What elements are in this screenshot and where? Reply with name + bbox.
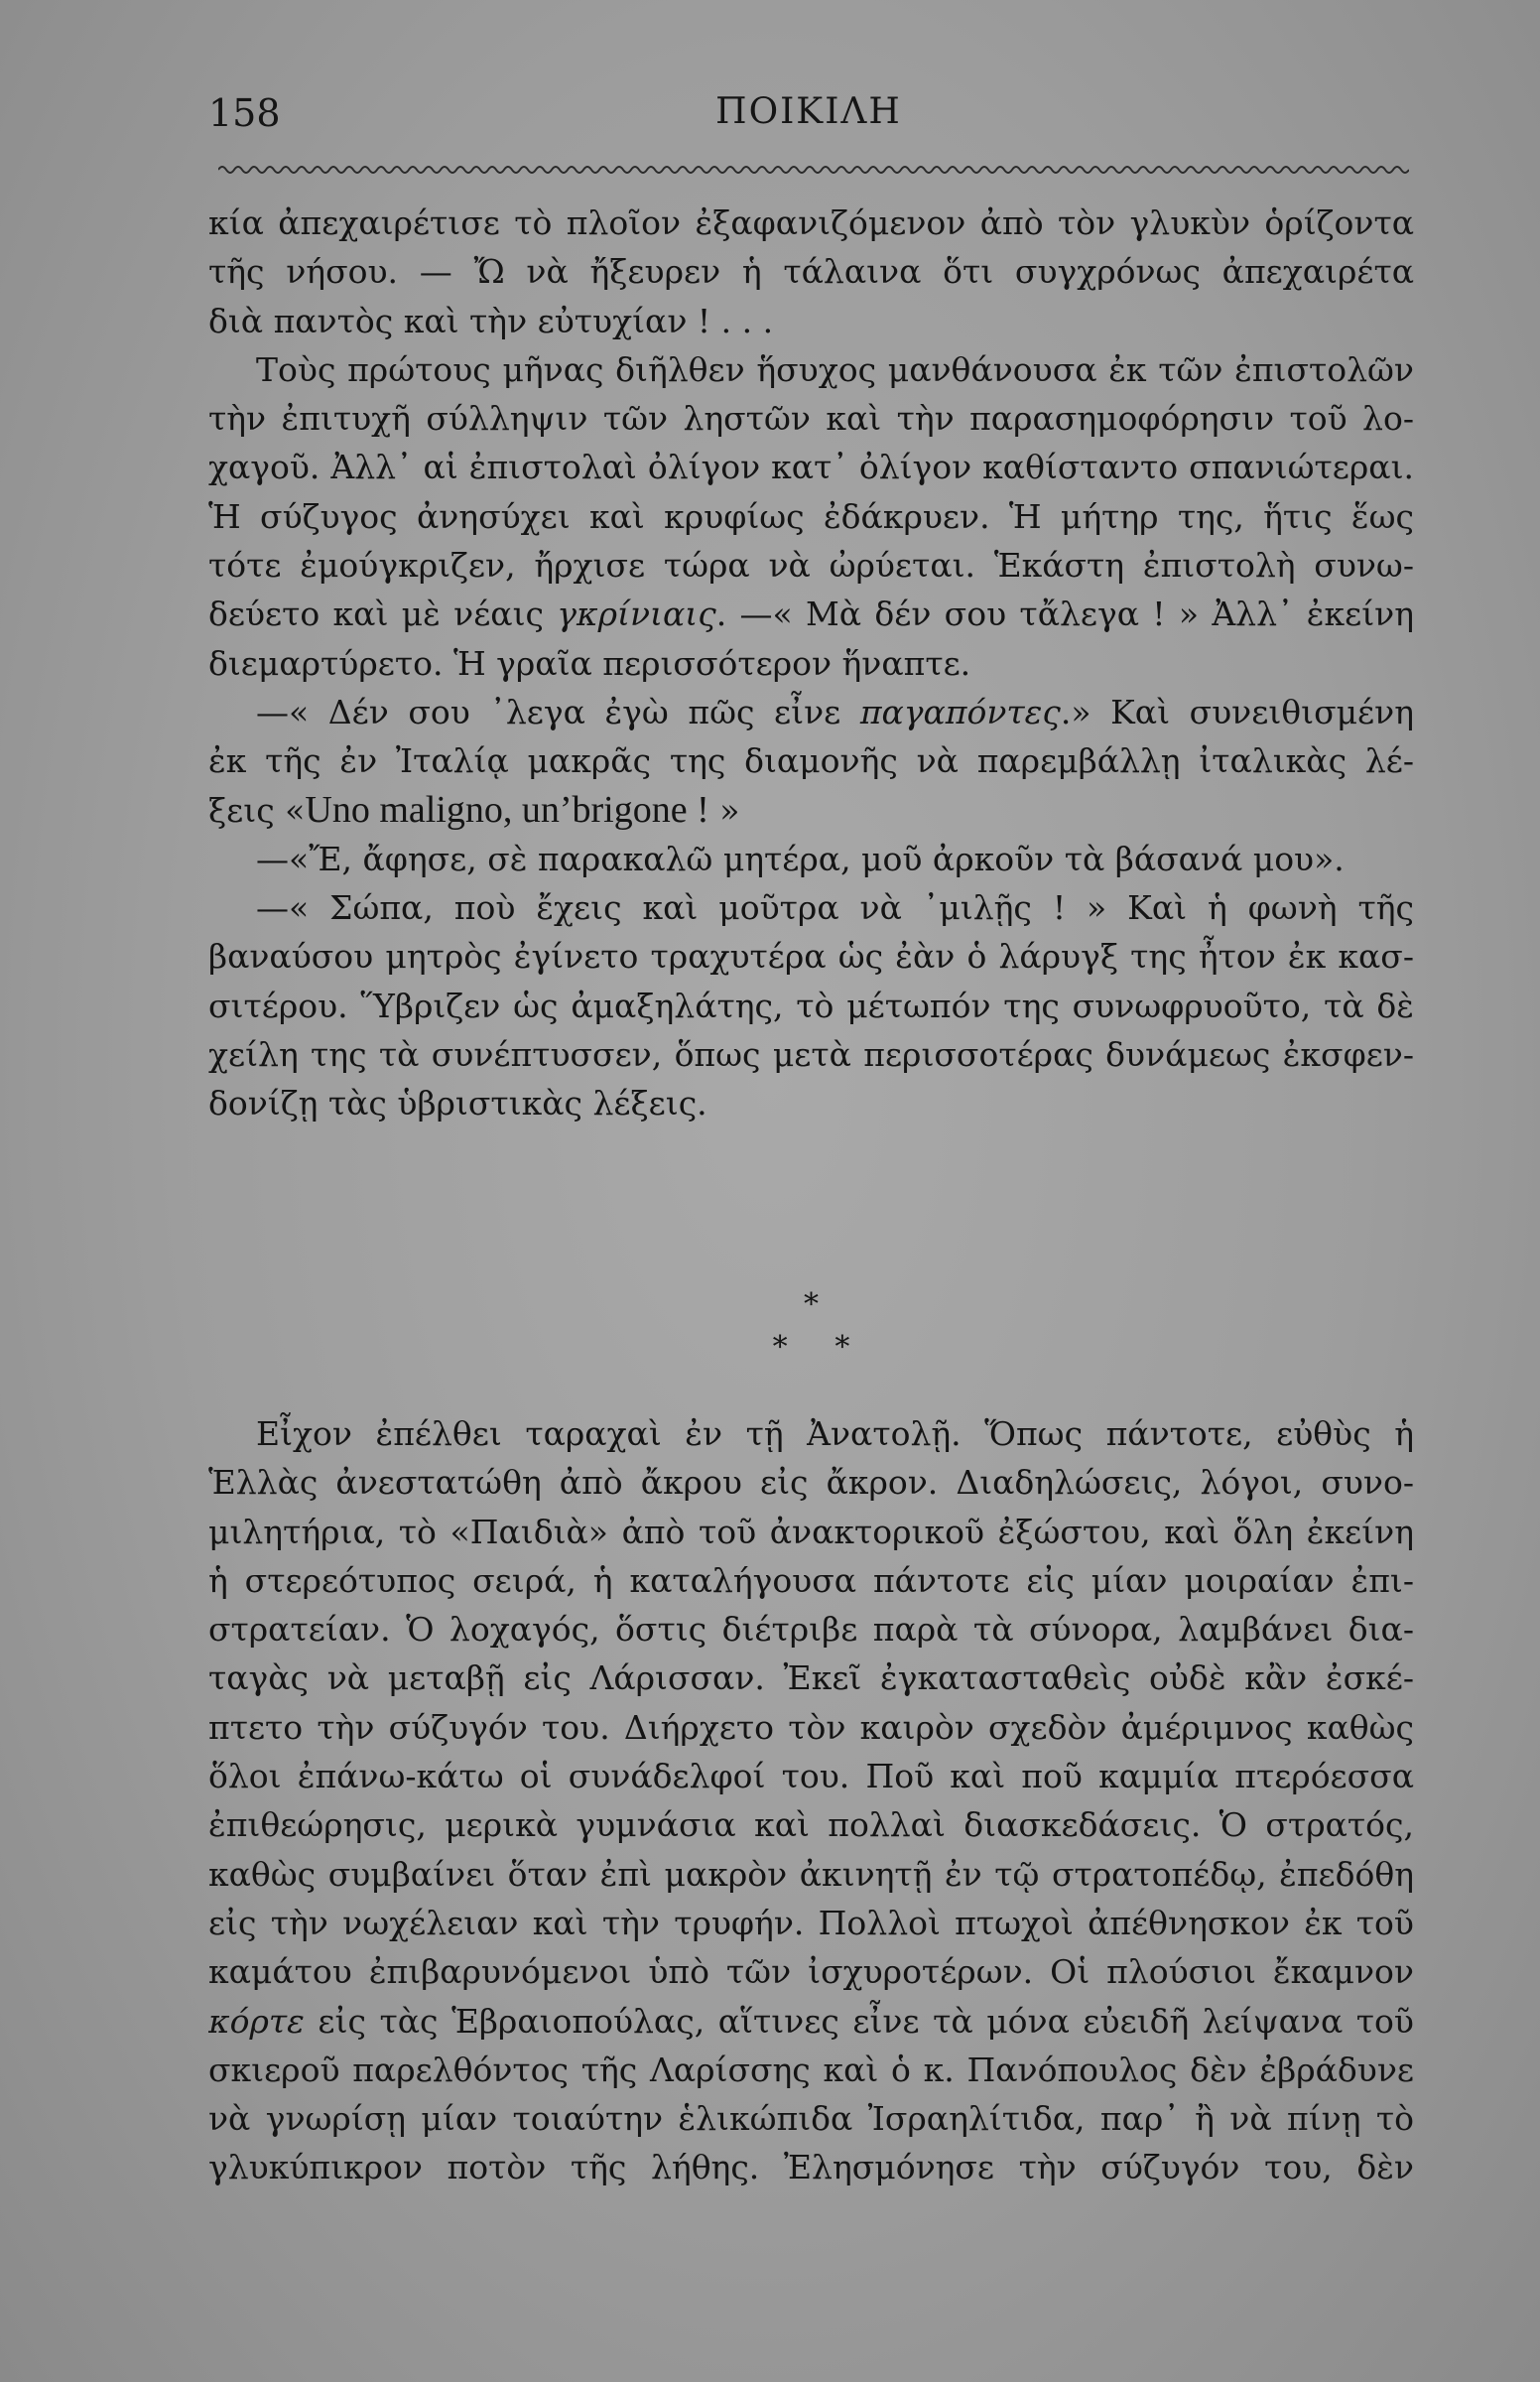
text-run: »	[708, 790, 740, 830]
text-line	[208, 786, 1414, 835]
text-line: Εἶχον ἐπέλθει ταραχαὶ ἐν τῇ Ἀνατολῇ. Ὅπως πάντοτε, εὐθὺς ἡ	[256, 1414, 1414, 1453]
text-run: . —« Μὰ δέν σου τἄλεγα ! » Ἀλλ᾽ ἐκείνη	[715, 595, 1414, 634]
page-number: 158	[208, 91, 281, 135]
text-line: δονίζῃ τὰς ὑβριστικὰς λέξεις.	[208, 1084, 707, 1124]
text-line: τῆς νήσου. — Ὤ νὰ ἤξευρεν ἡ τάλαινα ὅτι συγχρόνως ἀπεχαιρέτα	[208, 252, 1414, 292]
text-line	[208, 1997, 1414, 2046]
text-line: σκιεροῦ παρελθόντος τῆς Λαρίσσης καὶ ὁ κ. Πανόπουλος δὲν ἐβράδυνε	[208, 2050, 1414, 2089]
text-line: νὰ γνωρίσῃ μίαν τοιαύτην ἑλικώπιδα Ἰσραηλίτιδα, παρ᾽ ἢ νὰ πίνῃ τὸ	[208, 2099, 1414, 2139]
text-run: .» Καὶ συνειθισμένη	[1060, 692, 1414, 731]
text-line: κία ἀπεχαιρέτισε τὸ πλοῖον ἐξαφανιζόμενον ἀπὸ τὸν γλυκὺν ὁρίζοντα	[208, 203, 1414, 242]
text-line: χαγοῦ. Ἀλλ᾽ αἱ ἐπιστολαὶ ὀλίγον κατ᾽ ὀλίγον καθίσταντο σπανιώτεραι.	[208, 448, 1414, 487]
section-break-stars: * *	[772, 1330, 850, 1365]
italic-word: παγαπόντες	[859, 692, 1061, 731]
text-line: εἰς τὴν νωχέλειαν καὶ τὴν τρυφήν. Πολλοὶ πτωχοὶ ἀπέθνησκον ἐκ τοῦ	[208, 1903, 1414, 1942]
text-line: σιτέρου. Ὕβριζεν ὡς ἀμαξηλάτης, τὸ μέτωπόν της συνωφρυοῦτο, τὰ δὲ	[208, 986, 1414, 1025]
text-line: στρατείαν. Ὁ λοχαγός, ὅστις διέτριβε παρὰ τὰ σύνορα, λαμβάνει δια-	[208, 1610, 1414, 1650]
text-line: —«Ἔ, ἄφησε, σὲ παρακαλῶ μητέρα, μοῦ ἀρκοῦν τὰ βάσανά μου».	[256, 839, 1345, 878]
text-line: Τοὺς πρώτους μῆνας διῆλθεν ἥσυχος μανθάνουσα ἐκ τῶν ἐπιστολῶν	[256, 349, 1414, 389]
text-line: χείλη της τὰ συνέπτυσσεν, ὅπως μετὰ περισσοτέρας δυνάμεως ἐκσφεν-	[208, 1035, 1414, 1075]
text-line: ταγὰς νὰ μεταβῇ εἰς Λάρισσαν. Ἐκεῖ ἐγκατασταθεὶς οὐδὲ κἂν ἐσκέ-	[208, 1658, 1414, 1698]
page-header	[208, 91, 1409, 151]
text-line: ἐκ τῆς ἐν Ἰταλίᾳ μακρᾶς της διαμονῆς νὰ παρεμβάλλῃ ἰταλικὰς λέ-	[208, 741, 1414, 781]
text-line: καμάτου ἐπιβαρυνόμενοι ὑπὸ τῶν ἰσχυροτέρων. Οἱ πλούσιοι ἔκαμνον	[208, 1952, 1414, 1992]
text-line: ἐπιθεώρησις, μερικὰ γυμνάσια καὶ πολλαὶ διασκεδάσεις. Ὁ στρατός,	[208, 1805, 1414, 1845]
text-line: γλυκύπικρον ποτὸν τῆς λήθης. Ἐλησμόνησε τὴν σύζυγόν του, δὲν	[208, 2148, 1414, 2187]
text-line: Ἑλλὰς ἀνεστατώθη ἀπὸ ἄκρου εἰς ἄκρον. Διαδηλώσεις, λόγοι, συνο-	[208, 1463, 1414, 1503]
text-line: Ἡ σύζυγος ἀνησύχει καὶ κρυφίως ἐδάκρυεν. Ἡ μήτηρ της, ἥτις ἕως	[208, 496, 1414, 536]
text-line: τὴν ἐπιτυχῆ σύλληψιν τῶν ληστῶν καὶ τὴν παρασημοφόρησιν τοῦ λο-	[208, 399, 1414, 439]
italic-word: κόρτε	[208, 2001, 305, 2041]
text-line: βαναύσου μητρὸς ἐγίνετο τραχυτέρα ὡς ἐὰν ὁ λάρυγξ της ἦτον ἐκ κασ-	[208, 937, 1414, 977]
text-run: δεύετο καὶ μὲ νέαις	[208, 595, 558, 634]
text-line: —« Σώπα, ποὺ ἔχεις καὶ μοῦτρα νὰ ᾽μιλῇς ! » Καὶ ἡ φωνὴ τῆς	[256, 888, 1414, 928]
text-line: διεμαρτύρετο. Ἡ γραῖα περισσότερον ἥναπτε.	[208, 643, 971, 683]
latin-phrase: Uno maligno, un’brigone !	[305, 788, 709, 831]
text-line: διὰ παντὸς καὶ τὴν εὐτυχίαν ! . . .	[208, 301, 774, 340]
text-line: τότε ἐμούγκριζεν, ἤρχισε τώρα νὰ ὠρύεται. Ἑκάστη ἐπιστολὴ συνω-	[208, 546, 1414, 586]
section-break-star: *	[804, 1287, 819, 1322]
body-text-continued	[208, 1409, 1414, 2192]
text-line: ἡ στερεότυπος σειρά, ἡ καταλήγουσα πάντοτε εἰς μίαν μοιραίαν ἐπι-	[208, 1560, 1414, 1600]
text-line: πτετο τὴν σύζυγόν του. Διήρχετο τὸν καιρὸν σχεδὸν ἀμέριμνος καθὼς	[208, 1707, 1414, 1747]
text-line: ὅλοι ἐπάνω-κάτω οἱ συνάδελφοί του. Ποῦ καὶ ποῦ καμμία πτερόεσσα	[208, 1757, 1414, 1796]
text-line: μιλητήρια, τὸ «Παιδιὰ» ἀπὸ τοῦ ἀνακτορικοῦ ἐξώστου, καὶ ὅλη ἐκείνη	[208, 1512, 1414, 1551]
running-head: ΠΟΙΚΙΛΗ	[715, 91, 902, 132]
italic-word: γκρίνιαις	[557, 595, 716, 634]
body-text	[208, 198, 1414, 1128]
text-line	[208, 590, 1414, 638]
text-line: καθὼς συμβαίνει ὅταν ἐπὶ μακρὸν ἀκινητῇ ἐν τῷ στρατοπέδῳ, ἐπεδόθη	[208, 1854, 1414, 1894]
text-run: εἰς τὰς Ἑβραιοπούλας, αἵτινες εἶνε τὰ μόνα εὐειδῆ λείψανα τοῦ	[304, 2001, 1414, 2041]
text-run: —« Δέν σου ᾽λεγα ἐγὼ πῶς εἶνε	[256, 692, 860, 731]
text-run: ξεις «	[208, 790, 306, 830]
ornamental-rule	[218, 163, 1409, 177]
text-line	[208, 688, 1414, 736]
